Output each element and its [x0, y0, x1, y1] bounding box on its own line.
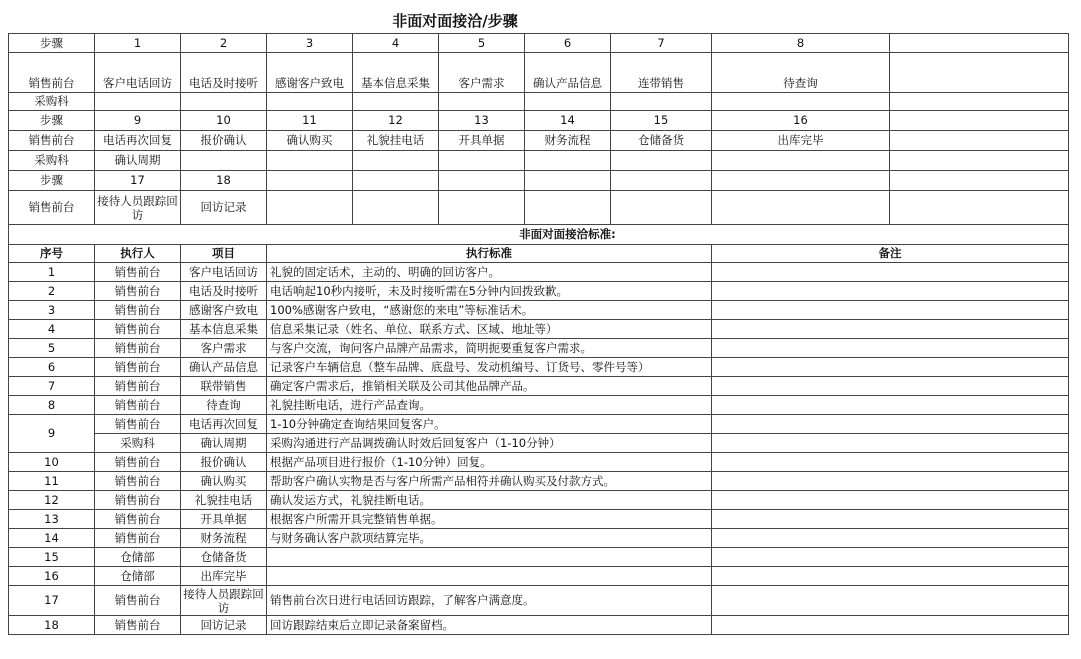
remark-cell [712, 567, 1069, 586]
remark-cell [712, 282, 1069, 301]
remark-cell [712, 320, 1069, 339]
empty-cell [890, 53, 1069, 93]
item-cell: 基本信息采集 [181, 320, 267, 339]
standard-cell: 确定客户需求后，推销相关联及公司其他品牌产品。 [267, 377, 712, 396]
step-number: 2 [181, 34, 267, 53]
role-label: 销售前台 [9, 131, 95, 151]
remark-cell [712, 339, 1069, 358]
standard-cell: 礼貌挂断电话，进行产品查询。 [267, 396, 712, 415]
role-label: 采购科 [9, 151, 95, 171]
item-cell: 确认购买 [181, 472, 267, 491]
process-cell: 电话再次回复 [95, 131, 181, 151]
standard-cell: 根据产品项目进行报价（1-10分钟）回复。 [267, 453, 712, 472]
table-row [9, 396, 1069, 415]
remark-cell [712, 510, 1069, 529]
process-cell: 感谢客户致电 [267, 53, 353, 93]
process-table [8, 33, 1069, 635]
remark-cell [712, 586, 1069, 616]
executor-cell: 销售前台 [95, 415, 181, 434]
remark-cell [712, 263, 1069, 282]
table-row [9, 358, 1069, 377]
row-number: 8 [9, 396, 95, 415]
step-number: 10 [181, 111, 267, 131]
table-row [9, 616, 1069, 635]
executor-cell: 采购科 [95, 434, 181, 453]
executor-cell: 销售前台 [95, 377, 181, 396]
process-cell: 确认周期 [95, 151, 181, 171]
standard-cell: 礼貌的固定话术，主动的、明确的回访客户。 [267, 263, 712, 282]
step-number: 18 [181, 171, 267, 191]
step-label: 步骤 [9, 171, 95, 191]
item-cell: 仓储备货 [181, 548, 267, 567]
process-cell: 待查询 [712, 53, 890, 93]
row-number: 12 [9, 491, 95, 510]
process-cell: 财务流程 [525, 131, 611, 151]
executor-cell: 销售前台 [95, 320, 181, 339]
item-cell: 待查询 [181, 396, 267, 415]
row-number: 16 [9, 567, 95, 586]
executor-cell: 销售前台 [95, 339, 181, 358]
step-number: 14 [525, 111, 611, 131]
table-row [9, 472, 1069, 491]
step-number: 13 [439, 111, 525, 131]
item-cell: 确认周期 [181, 434, 267, 453]
executor-cell: 销售前台 [95, 282, 181, 301]
item-cell: 接待人员跟踪回访 [181, 586, 267, 616]
process-cell: 接待人员跟踪回访 [95, 191, 181, 225]
item-cell: 出库完毕 [181, 567, 267, 586]
remark-cell [712, 529, 1069, 548]
process-cell: 报价确认 [181, 131, 267, 151]
empty-cell [890, 111, 1069, 131]
standard-cell: 销售前台次日进行电话回访跟踪，了解客户满意度。 [267, 586, 712, 616]
process-cell: 礼貌挂电话 [353, 131, 439, 151]
section-title: 非面对面接洽标准: [9, 225, 1069, 245]
table-row [9, 434, 1069, 453]
sales-row-2 [9, 131, 1069, 151]
row-number: 4 [9, 320, 95, 339]
item-cell: 客户电话回访 [181, 263, 267, 282]
process-cell: 客户电话回访 [95, 53, 181, 93]
column-header-remark: 备注 [712, 245, 1069, 263]
standard-cell: 确认发运方式，礼貌挂断电话。 [267, 491, 712, 510]
step-number: 9 [95, 111, 181, 131]
process-cell: 电话及时接听 [181, 53, 267, 93]
step-number: 4 [353, 34, 439, 53]
purchase-row-2 [9, 151, 1069, 171]
item-cell: 开具单据 [181, 510, 267, 529]
item-cell: 电话再次回复 [181, 415, 267, 434]
step-number: 11 [267, 111, 353, 131]
remark-cell [712, 434, 1069, 453]
step-row-2 [9, 111, 1069, 131]
remark-cell [712, 301, 1069, 320]
role-label: 销售前台 [9, 191, 95, 225]
remark-cell [712, 548, 1069, 567]
purchase-row-1 [9, 93, 1069, 111]
process-cell: 连带销售 [611, 53, 712, 93]
standard-cell: 采购沟通进行产品调拨确认时效后回复客户（1-10分钟） [267, 434, 712, 453]
table-row [9, 529, 1069, 548]
process-cell: 客户需求 [439, 53, 525, 93]
process-cell: 基本信息采集 [353, 53, 439, 93]
row-number: 11 [9, 472, 95, 491]
executor-cell: 销售前台 [95, 301, 181, 320]
executor-cell: 仓储部 [95, 548, 181, 567]
standard-cell: 与客户交流，询问客户品牌产品需求，简明扼要重复客户需求。 [267, 339, 712, 358]
executor-cell: 销售前台 [95, 358, 181, 377]
step-number: 1 [95, 34, 181, 53]
table-row [9, 567, 1069, 586]
table-row [9, 510, 1069, 529]
role-label: 采购科 [9, 93, 95, 111]
standard-cell: 1-10分钟确定查询结果回复客户。 [267, 415, 712, 434]
executor-cell: 仓储部 [95, 567, 181, 586]
step-number: 5 [439, 34, 525, 53]
row-number: 5 [9, 339, 95, 358]
remark-cell [712, 453, 1069, 472]
table-row [9, 320, 1069, 339]
remark-cell [712, 396, 1069, 415]
standard-cell: 记录客户车辆信息（整车品牌、底盘号、发动机编号、订货号、零件号等） [267, 358, 712, 377]
item-cell: 确认产品信息 [181, 358, 267, 377]
item-cell: 礼貌挂电话 [181, 491, 267, 510]
empty-cell [890, 131, 1069, 151]
table-row [9, 282, 1069, 301]
table-row [9, 548, 1069, 567]
remark-cell [712, 491, 1069, 510]
process-cell: 仓储备货 [611, 131, 712, 151]
standard-cell: 信息采集记录（姓名、单位、联系方式、区域、地址等） [267, 320, 712, 339]
executor-cell: 销售前台 [95, 396, 181, 415]
standard-cell: 与财务确认客户款项结算完毕。 [267, 529, 712, 548]
row-number: 2 [9, 282, 95, 301]
executor-cell: 销售前台 [95, 529, 181, 548]
item-cell: 财务流程 [181, 529, 267, 548]
executor-cell: 销售前台 [95, 263, 181, 282]
step-number: 8 [712, 34, 890, 53]
table-row [9, 339, 1069, 358]
remark-cell [712, 616, 1069, 635]
row-number: 3 [9, 301, 95, 320]
table-row [9, 415, 1069, 434]
sales-row-3 [9, 191, 1069, 225]
process-cell: 确认产品信息 [525, 53, 611, 93]
process-cell: 出库完毕 [712, 131, 890, 151]
row-number: 7 [9, 377, 95, 396]
item-cell: 回访记录 [181, 616, 267, 635]
row-number: 6 [9, 358, 95, 377]
remark-cell [712, 377, 1069, 396]
step-number: 3 [267, 34, 353, 53]
step-label: 步骤 [9, 111, 95, 131]
item-cell: 感谢客户致电 [181, 301, 267, 320]
row-number: 13 [9, 510, 95, 529]
standard-cell: 100%感谢客户致电，“感谢您的来电”等标准话术。 [267, 301, 712, 320]
item-cell: 客户需求 [181, 339, 267, 358]
executor-cell: 销售前台 [95, 472, 181, 491]
table-row [9, 377, 1069, 396]
row-number: 17 [9, 586, 95, 616]
role-label: 销售前台 [9, 53, 95, 93]
column-header-executor: 执行人 [95, 245, 181, 263]
row-number: 10 [9, 453, 95, 472]
remark-cell [712, 358, 1069, 377]
table-row [9, 301, 1069, 320]
row-number: 9 [9, 415, 95, 453]
remark-cell [712, 472, 1069, 491]
table-row [9, 263, 1069, 282]
executor-cell: 销售前台 [95, 586, 181, 616]
process-cell: 开具单据 [439, 131, 525, 151]
executor-cell: 销售前台 [95, 510, 181, 529]
standards-header-row [9, 245, 1069, 263]
column-header-standard: 执行标准 [267, 245, 712, 263]
row-number: 1 [9, 263, 95, 282]
step-number: 15 [611, 111, 712, 131]
standard-cell [267, 548, 712, 567]
standard-cell: 根据客户所需开具完整销售单据。 [267, 510, 712, 529]
page-title: 非面对面接洽/步骤 [392, 12, 518, 30]
item-cell: 联带销售 [181, 377, 267, 396]
process-cell: 回访记录 [181, 191, 267, 225]
row-number: 18 [9, 616, 95, 635]
empty-cell [890, 34, 1069, 53]
column-header-item: 项目 [181, 245, 267, 263]
standard-cell: 回访跟踪结束后立即记录备案留档。 [267, 616, 712, 635]
section-header-row [9, 225, 1069, 245]
table-row [9, 586, 1069, 616]
step-number: 12 [353, 111, 439, 131]
step-label: 步骤 [9, 34, 95, 53]
step-row-3 [9, 171, 1069, 191]
standards-body [9, 263, 1069, 635]
column-header-no: 序号 [9, 245, 95, 263]
step-number: 7 [611, 34, 712, 53]
executor-cell: 销售前台 [95, 616, 181, 635]
executor-cell: 销售前台 [95, 453, 181, 472]
remark-cell [712, 415, 1069, 434]
item-cell: 电话及时接听 [181, 282, 267, 301]
process-cell: 确认购买 [267, 131, 353, 151]
standard-cell [267, 567, 712, 586]
step-number: 17 [95, 171, 181, 191]
table-row [9, 491, 1069, 510]
executor-cell: 销售前台 [95, 491, 181, 510]
sales-row-1 [9, 53, 1069, 93]
row-number: 14 [9, 529, 95, 548]
item-cell: 报价确认 [181, 453, 267, 472]
row-number: 15 [9, 548, 95, 567]
step-row-1 [9, 34, 1069, 53]
step-number: 16 [712, 111, 890, 131]
step-number: 6 [525, 34, 611, 53]
standard-cell: 电话响起10秒内接听，未及时接听需在5分钟内回拨致歉。 [267, 282, 712, 301]
standard-cell: 帮助客户确认实物是否与客户所需产品相符并确认购买及付款方式。 [267, 472, 712, 491]
table-row [9, 453, 1069, 472]
